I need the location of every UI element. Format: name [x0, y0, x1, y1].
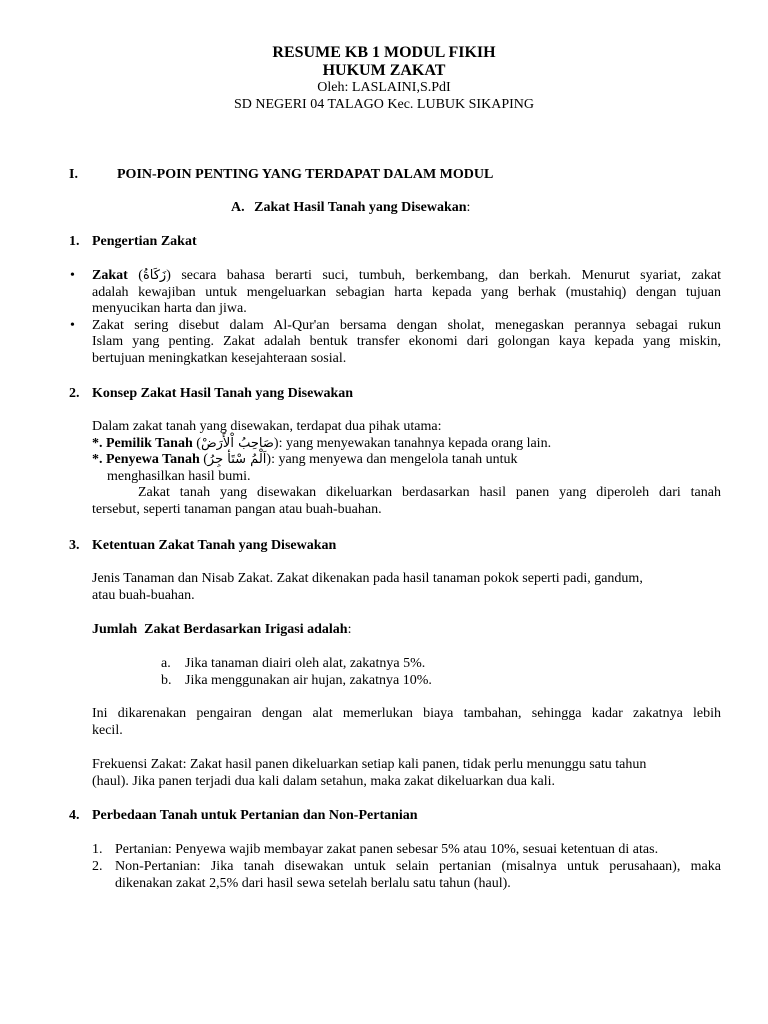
bullet-text: bertujuan meningkatkan kesejahteraan sosial. — [92, 350, 347, 366]
point-3-number: 3. — [69, 538, 80, 553]
bullet-term: Zakat — [92, 268, 128, 283]
irigasi-item-b: Jika menggunakan air hujan, zakatnya 10%. — [185, 673, 432, 688]
point-4-item-1-label: 1. — [92, 842, 103, 857]
irigasi-item-b-label: b. — [161, 673, 172, 688]
point-1-heading: Pengertian Zakat — [92, 234, 197, 249]
point-3-ini — [92, 706, 721, 739]
paragraph: atau buah-buahan. — [92, 587, 195, 603]
point-4-heading: Perbedaan Tanah untuk Pertanian dan Non-Pertanian — [92, 808, 418, 823]
point-2-number: 2. — [69, 386, 80, 401]
point-4-item-2 — [115, 859, 721, 892]
document-subtitle: HUKUM ZAKAT — [322, 62, 446, 79]
school-line: SD NEGERI 04 TALAGO Kec. LUBUK SIKAPING — [234, 96, 534, 112]
point-2-body — [92, 419, 721, 518]
paragraph: tersebut, seperti tanaman pangan atau buah-buahan. — [92, 501, 382, 517]
point-4-item-2-label: 2. — [92, 859, 103, 874]
point-3-heading: Ketentuan Zakat Tanah yang Disewakan — [92, 538, 337, 553]
tenant-line-cont: menghasilkan hasil bumi. — [107, 468, 251, 484]
paragraph: kecil. — [92, 722, 123, 738]
tenant-term: Penyewa Tanah — [106, 452, 200, 467]
document-header — [0, 44, 768, 113]
arabic-text: صَاحِبُ اْلأَرَضْ — [200, 435, 274, 451]
bullet-text: menyucikan harta dan jiwa. — [92, 301, 247, 316]
point-2-heading: Konsep Zakat Hasil Tanah yang Disewakan — [92, 386, 354, 401]
list-text: Non-Pertanian: Jika tanah disewakan untuk selain pertanian (misalnya untuk perusahaan), maka — [115, 859, 721, 874]
paragraph: Dalam zakat tanah yang disewakan, terdapat dua pihak utama: — [92, 419, 442, 434]
bullet-text: Islam yang penting. Zakat adalah bentuk transfer ekonomi dari golongan kaya kepada yang miskin, — [92, 334, 721, 349]
tenant-line: *. Penyewa Tanah (اَلْمُ سْتَأ جِرُ): yang menyewa dan mengelola tanah untuk — [92, 452, 518, 467]
point-1-bullets — [92, 268, 721, 367]
subsection-heading — [231, 200, 470, 217]
arabic-text: زَكَاةُ — [142, 268, 167, 283]
paragraph: Ini dikarenakan pengairan dengan alat memerlukan biaya tambahan, sehingga kadar zakatnya lebih — [92, 706, 721, 721]
section-title: POIN-POIN PENTING YANG TERDAPAT DALAM MODUL — [117, 167, 494, 182]
list-text: dikenakan zakat 2,5% dari hasil sewa setelah berlalu satu tahun (haul). — [115, 875, 511, 891]
irigasi-item-a-label: a. — [161, 656, 171, 671]
point-1-number: 1. — [69, 234, 80, 249]
point-4-item-1: Pertanian: Penyewa wajib membayar zakat panen sebesar 5% atau 10%, sesuai ketentuan di atas. — [115, 842, 659, 857]
bullet-item: • Zakat (زَكَاةُ) secara bahasa berarti suci, tumbuh, berkembang, dan berkah. Menurut syariat, zakat adalah kewajiban untuk mengeluarkan sebagian harta kepada yang berhak (mustahiq) dengan tujuan menyucikan harta dan jiwa. — [92, 268, 721, 318]
bullet-text: secara bahasa berarti suci, tumbuh, berkembang, dan berkah. Menurut syariat, zakat — [181, 268, 721, 283]
arabic-text: اَلْمُ سْتَأ جِرُ — [207, 452, 267, 467]
irigasi-item-a: Jika tanaman diairi oleh alat, zakatnya 5%. — [185, 656, 426, 671]
bullet-text: adalah kewajiban untuk mengeluarkan sebagian harta kepada yang berhak (mustahiq) dengan tujuan — [92, 284, 721, 300]
point-4-number: 4. — [69, 808, 80, 823]
point-3-jenis — [92, 571, 721, 604]
point-3-frekuensi — [92, 757, 721, 790]
subsection-label: A. — [231, 200, 245, 215]
author-line: Oleh: LASLAINI,S.PdI — [317, 80, 451, 95]
owner-line: *. Pemilik Tanah (صَاحِبُ اْلأَرَضْ): yang menyewakan tanahnya kepada orang lain. — [92, 435, 552, 451]
subsection-colon: : — [466, 200, 471, 215]
bullet-text: • Zakat sering disebut dalam Al-Qur'an bersama dengan sholat, menegaskan perannya sebagai rukun — [92, 317, 721, 333]
paragraph: Zakat tanah yang disewakan dikeluarkan berdasarkan hasil panen yang diperoleh dari tanah — [138, 485, 721, 500]
paragraph: Frekuensi Zakat: Zakat hasil panen dikeluarkan setiap kali panen, tidak perlu menunggu satu tahun — [92, 757, 647, 772]
section-number: I. — [69, 167, 78, 182]
paragraph: (haul). Jika panen terjadi dua kali dalam setahun, maka zakat dikeluarkan dua kali. — [92, 773, 555, 789]
paragraph: Jenis Tanaman dan Nisab Zakat. Zakat dikenakan pada hasil tanaman pokok seperti padi, gandum, — [92, 571, 643, 586]
subsection-title: Zakat Hasil Tanah yang Disewakan — [254, 200, 467, 215]
bullet-item — [92, 318, 721, 368]
document-title: RESUME KB 1 MODUL FIKIH — [272, 44, 496, 61]
owner-term: Pemilik Tanah — [106, 435, 193, 451]
irigasi-heading: Jumlah Zakat Berdasarkan Irigasi adalah: — [92, 622, 352, 637]
